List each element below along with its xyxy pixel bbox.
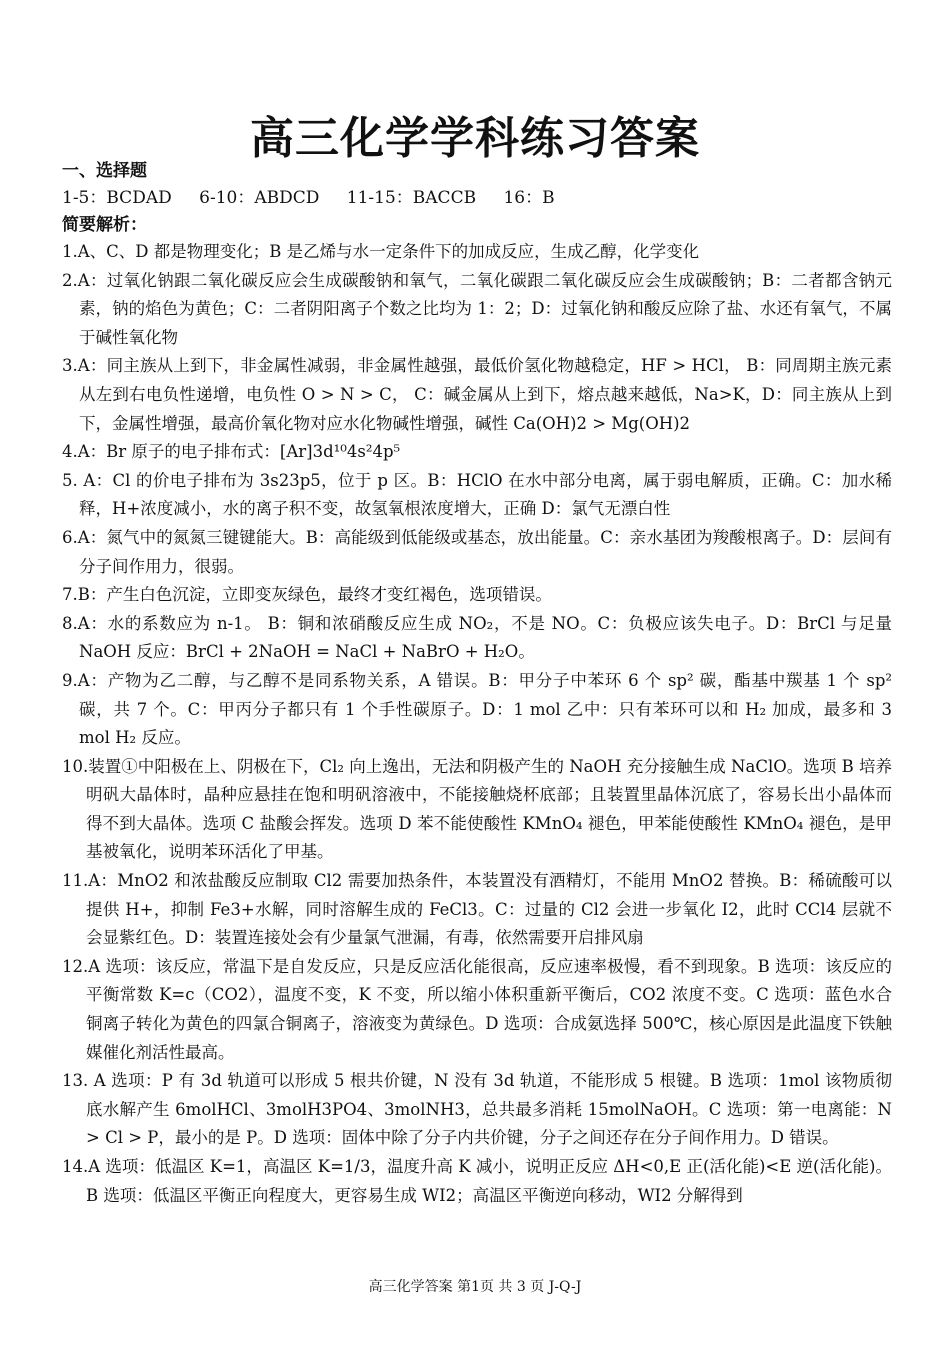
analysis-item-10: 10.装置①中阳极在上、阴极在下，Cl₂ 向上逸出，无法和阴极产生的 NaOH 充分接触生成 NaClO。选项 B 培养明矾大晶体时，晶种应悬挂在饱和明矾溶液中，不能接触烧杯底部；且装置里晶体沉底了，容易长出小晶体而得不到大晶体。选项 C 盐酸会挥发。选项 D 苯不能使酸性 KMnO₄ 褪色，甲苯能使酸性 KMnO₄ 褪色，是甲基被氧化，说明苯环活化了甲基。 [62, 756, 892, 862]
analysis-item-11: 11.A：MnO2 和浓盐酸反应制取 Cl2 需要加热条件，本装置没有酒精灯，不能用 MnO2 替换。B：稀硫酸可以提供 H+，抑制 Fe3+水解，同时溶解生成的 FeCl3。C：过量的 Cl2 会进一步氧化 I2，此时 CCl4 层就不会显紫红色。D：装置连接处会有少量氯气泄漏，有毒，依然需要开启排风扇 [62, 871, 892, 948]
answer-group-2: 6-10：ABDCD [199, 188, 320, 208]
page-footer: 高三化学答案 第1页 共 3 页 J-Q-J [368, 1279, 582, 1295]
analysis-item-3: 3.A：同主族从上到下，非金属性减弱，非金属性越强，最低价氢化物越稳定，HF > HCl， B：同周期主族元素从左到右电负性递增，电负性 O > N > C， C：碱金属从上到下，熔点越来越低，Na>K，D：同主族从上到下，金属性增强，最高价氧化物对应水化物碱性增强，碱性 Ca(OH)2 > Mg(OH)2 [62, 356, 892, 433]
analysis-item-12: 12.A 选项：该反应，常温下是自发反应，只是反应活化能很高，反应速率极慢，看不到现象。B 选项：该反应的平衡常数 K=c（CO2），温度不变，K 不变，所以缩小体积重新平衡后，CO2 浓度不变。C 选项：蓝色水合铜离子转化为黄色的四氯合铜离子，溶液变为黄绿色。D 选项：合成氨选择 500℃，核心原因是此温度下铁触媒催化剂活性最高。 [62, 956, 892, 1062]
analysis-item-8: 8.A：水的系数应为 n-1。 B：铜和浓硝酸反应生成 NO₂，不是 NO。C：负极应该失电子。D：BrCl 与足量 NaOH 反应：BrCl + 2NaOH = NaCl + NaBrO + H₂O。 [62, 613, 892, 662]
analysis-item-2: 2.A：过氧化钠跟二氧化碳反应会生成碳酸钠和氧气，二氧化碳跟二氧化碳反应会生成碳酸钠；B：二者都含钠元素，钠的焰色为黄色；C：二者阴阳离子个数之比均为 1：2；D：过氧化钠和酸反应除了盐、水还有氧气，不属于碱性氧化物 [62, 270, 892, 347]
analysis-item-9: 9.A：产物为乙二醇，与乙醇不是同系物关系，A 错误。B：甲分子中苯环 6 个 sp² 碳，酯基中羰基 1 个 sp² 碳，共 7 个。C：甲丙分子都只有 1 个手性碳原子。D：1 mol 乙中：只有苯环可以和 H₂ 加成，最多和 3 mol H₂ 反应。 [62, 670, 892, 748]
analysis-item-14: 14.A 选项：低温区 K=1，高温区 K=1/3，温度升高 K 减小，说明正反应 ΔH<0,E 正(活化能)<E 逆(活化能)。B 选项：低温区平衡正向程度大，更容易生成 WI2；高温区平衡逆向移动，WI2 分解得到 [62, 1157, 892, 1205]
answer-group-3: 11-15：BACCB [346, 188, 477, 208]
answer-content [62, 158, 892, 1210]
analysis-item-1: 1.A、C、D 都是物理变化；B 是乙烯与水一定条件下的加成反应，生成乙醇，化学变化 [62, 242, 700, 261]
answer-key-row [62, 184, 892, 212]
section-heading: 一、选择题 [62, 161, 147, 181]
analysis-item-13: 13. A 选项：P 有 3d 轨道可以形成 5 根共价键，N 没有 3d 轨道，不能形成 5 根键。B 选项：1mol 该物质彻底水解产生 6molHCl、3molH3PO4、3molNH3，总共最多消耗 15molNaOH。C 选项：第一电离能：N > Cl > P，最小的是 P。D 选项：固体中除了分子内共价键，分子之间还存在分子间作用力。D 错误。 [62, 1071, 892, 1148]
analysis-item-4: 4.A：Br 原子的电子排布式：[Ar]3d¹⁰4s²4p⁵ [62, 442, 401, 462]
analysis-item-6: 6.A：氮气中的氮氮三键键能大。B：高能级到低能级或基态，放出能量。C：亲水基团为羧酸根离子。D：层间有分子间作用力，很弱。 [62, 527, 892, 576]
analysis-heading: 简要解析： [62, 215, 147, 235]
page-title: 高三化学学科练习答案 [250, 113, 700, 164]
analysis-item-5: 5. A：Cl 的价电子排布为 3s23p5，位于 p 区。B：HClO 在水中部分电离，属于弱电解质，正确。C：加水稀释，H+浓度减小，水的离子积不变，故氢氧根浓度增大，正确 D：氯气无漂白性 [62, 470, 892, 519]
analysis-item-7: 7.B：产生白色沉淀，立即变灰绿色，最终才变红褐色，选项错误。 [62, 585, 552, 605]
answer-group-1: 1-5：BCDAD [62, 188, 172, 208]
answer-group-4: 16：B [503, 188, 555, 208]
